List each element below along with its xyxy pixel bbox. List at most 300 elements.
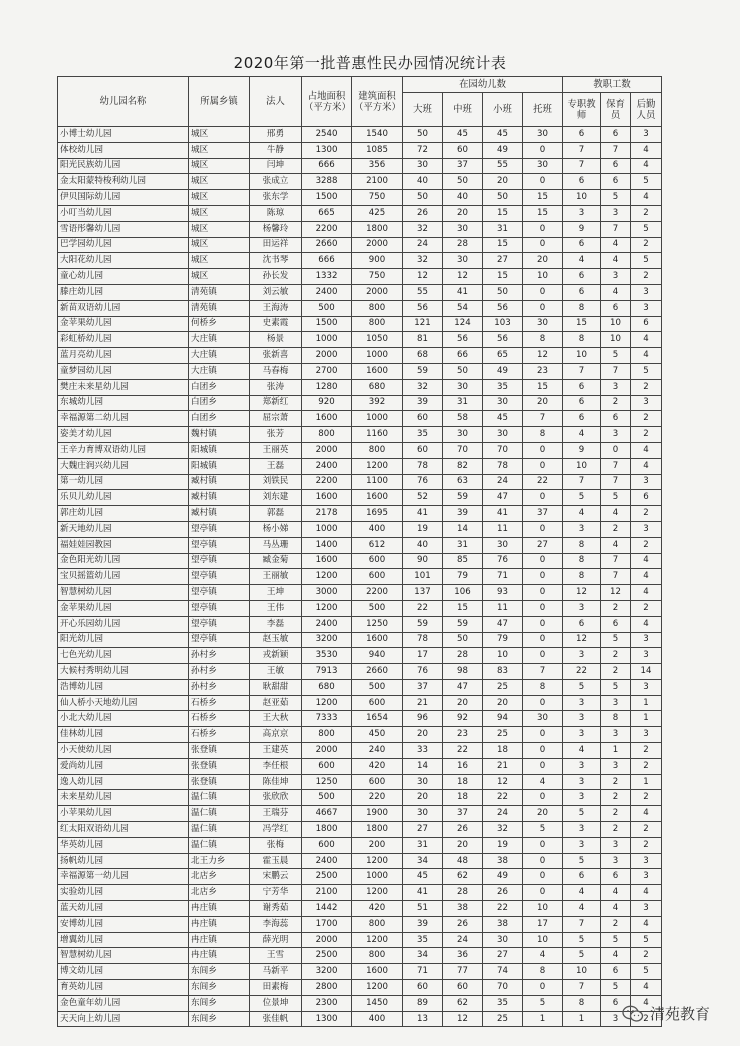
cell-logistics-staff: 3 <box>631 727 662 743</box>
cell-childcare-staff: 4 <box>601 237 631 253</box>
cell-nursery-class: 0 <box>523 490 563 506</box>
cell-small-class: 71 <box>483 569 523 585</box>
cell-legal-person: 张东学 <box>250 190 302 206</box>
cell-childcare-staff: 12 <box>601 585 631 601</box>
cell-childcare-staff: 3 <box>601 853 631 869</box>
cell-big-class: 22 <box>403 600 443 616</box>
cell-name: 佳林幼儿园 <box>58 727 189 743</box>
cell-logistics-staff: 2 <box>631 837 662 853</box>
cell-land-area: 2800 <box>302 980 352 996</box>
cell-childcare-staff: 2 <box>601 664 631 680</box>
cell-logistics-staff: 4 <box>631 348 662 364</box>
cell-full-time-teachers: 8 <box>563 537 601 553</box>
cell-middle-class: 66 <box>443 348 483 364</box>
cell-name: 滕庄幼儿园 <box>58 284 189 300</box>
cell-full-time-teachers: 3 <box>563 711 601 727</box>
cell-big-class: 26 <box>403 205 443 221</box>
cell-middle-class: 18 <box>443 774 483 790</box>
cell-town: 冉庄镇 <box>189 932 250 948</box>
table-row <box>58 980 662 996</box>
cell-land-area: 2000 <box>302 743 352 759</box>
cell-town: 北店乡 <box>189 885 250 901</box>
cell-small-class: 41 <box>483 506 523 522</box>
cell-building-area: 2200 <box>352 585 403 601</box>
cell-small-class: 50 <box>483 190 523 206</box>
cell-big-class: 78 <box>403 458 443 474</box>
cell-middle-class: 26 <box>443 916 483 932</box>
cell-land-area: 1442 <box>302 901 352 917</box>
cell-legal-person: 张佳帆 <box>250 1011 302 1027</box>
cell-full-time-teachers: 4 <box>563 885 601 901</box>
cell-legal-person: 戎新颖 <box>250 648 302 664</box>
cell-full-time-teachers: 15 <box>563 316 601 332</box>
cell-childcare-staff: 7 <box>601 569 631 585</box>
cell-land-area: 2000 <box>302 348 352 364</box>
table-row <box>58 142 662 158</box>
cell-name: 华英幼儿园 <box>58 837 189 853</box>
table-body <box>58 127 662 1027</box>
cell-childcare-staff: 4 <box>601 901 631 917</box>
table-row <box>58 679 662 695</box>
cell-legal-person: 陈琼 <box>250 205 302 221</box>
cell-middle-class: 12 <box>443 1011 483 1027</box>
cell-small-class: 76 <box>483 553 523 569</box>
cell-big-class: 68 <box>403 348 443 364</box>
cell-town: 大庄镇 <box>189 363 250 379</box>
cell-town: 大庄镇 <box>189 332 250 348</box>
cell-nursery-class: 12 <box>523 348 563 364</box>
cell-name: 安博幼儿园 <box>58 916 189 932</box>
cell-small-class: 22 <box>483 790 523 806</box>
cell-name: 大阳花幼儿园 <box>58 253 189 269</box>
header-middle-class: 中班 <box>443 93 483 127</box>
cell-big-class: 101 <box>403 569 443 585</box>
cell-full-time-teachers: 8 <box>563 332 601 348</box>
cell-town: 清苑镇 <box>189 300 250 316</box>
cell-name: 七色光幼儿园 <box>58 648 189 664</box>
cell-small-class: 50 <box>483 284 523 300</box>
cell-logistics-staff: 3 <box>631 853 662 869</box>
table-row <box>58 648 662 664</box>
cell-full-time-teachers: 6 <box>563 269 601 285</box>
cell-logistics-staff: 2 <box>631 790 662 806</box>
cell-big-class: 59 <box>403 363 443 379</box>
cell-big-class: 51 <box>403 901 443 917</box>
cell-nursery-class: 0 <box>523 743 563 759</box>
cell-logistics-staff: 2 <box>631 537 662 553</box>
cell-middle-class: 30 <box>443 253 483 269</box>
table-row <box>58 427 662 443</box>
cell-building-area: 1200 <box>352 458 403 474</box>
cell-middle-class: 58 <box>443 411 483 427</box>
cell-building-area: 400 <box>352 521 403 537</box>
cell-building-area: 1450 <box>352 995 403 1011</box>
cell-land-area: 3288 <box>302 174 352 190</box>
cell-full-time-teachers: 10 <box>563 458 601 474</box>
cell-childcare-staff: 2 <box>601 395 631 411</box>
table-row <box>58 190 662 206</box>
cell-name: 王辛力育博双语幼儿园 <box>58 442 189 458</box>
cell-legal-person: 刘铁民 <box>250 474 302 490</box>
cell-childcare-staff: 6 <box>601 158 631 174</box>
cell-name: 阳光幼儿园 <box>58 632 189 648</box>
cell-childcare-staff: 3 <box>601 427 631 443</box>
cell-full-time-teachers: 6 <box>563 616 601 632</box>
cell-town: 望亭镇 <box>189 537 250 553</box>
cell-middle-class: 62 <box>443 995 483 1011</box>
cell-land-area: 1500 <box>302 190 352 206</box>
cell-full-time-teachers: 10 <box>563 964 601 980</box>
cell-small-class: 19 <box>483 837 523 853</box>
cell-land-area: 2500 <box>302 869 352 885</box>
cell-big-class: 24 <box>403 237 443 253</box>
cell-logistics-staff: 4 <box>631 585 662 601</box>
cell-logistics-staff: 2 <box>631 205 662 221</box>
cell-childcare-staff: 7 <box>601 458 631 474</box>
cell-town: 城区 <box>189 205 250 221</box>
cell-building-area: 1000 <box>352 348 403 364</box>
cell-town: 望亭镇 <box>189 585 250 601</box>
cell-logistics-staff: 2 <box>631 411 662 427</box>
cell-small-class: 56 <box>483 332 523 348</box>
cell-childcare-staff: 4 <box>601 537 631 553</box>
cell-childcare-staff: 2 <box>601 916 631 932</box>
cell-small-class: 65 <box>483 348 523 364</box>
cell-building-area: 1000 <box>352 411 403 427</box>
cell-nursery-class: 20 <box>523 806 563 822</box>
cell-childcare-staff: 1 <box>601 743 631 759</box>
cell-town: 城区 <box>189 253 250 269</box>
cell-legal-person: 屈宗萧 <box>250 411 302 427</box>
cell-name: 博文幼儿园 <box>58 964 189 980</box>
table-row <box>58 837 662 853</box>
table-row <box>58 269 662 285</box>
table-row <box>58 743 662 759</box>
cell-middle-class: 37 <box>443 158 483 174</box>
cell-legal-person: 冯学红 <box>250 822 302 838</box>
cell-small-class: 70 <box>483 980 523 996</box>
cell-small-class: 30 <box>483 537 523 553</box>
cell-middle-class: 20 <box>443 837 483 853</box>
cell-legal-person: 郭磊 <box>250 506 302 522</box>
cell-big-class: 50 <box>403 127 443 143</box>
cell-name: 东城幼儿园 <box>58 395 189 411</box>
cell-name: 第一幼儿园 <box>58 474 189 490</box>
cell-small-class: 47 <box>483 490 523 506</box>
cell-small-class: 45 <box>483 127 523 143</box>
cell-logistics-staff: 4 <box>631 190 662 206</box>
cell-small-class: 83 <box>483 664 523 680</box>
table-row <box>58 711 662 727</box>
cell-legal-person: 沈书琴 <box>250 253 302 269</box>
cell-town: 城区 <box>189 142 250 158</box>
cell-middle-class: 59 <box>443 616 483 632</box>
table-row <box>58 537 662 553</box>
cell-big-class: 30 <box>403 806 443 822</box>
cell-big-class: 56 <box>403 300 443 316</box>
table-row <box>58 853 662 869</box>
cell-small-class: 15 <box>483 269 523 285</box>
table-row <box>58 553 662 569</box>
cell-childcare-staff: 2 <box>601 600 631 616</box>
cell-logistics-staff: 4 <box>631 158 662 174</box>
table-row <box>58 284 662 300</box>
cell-logistics-staff: 3 <box>631 284 662 300</box>
cell-legal-person: 霍玉晨 <box>250 853 302 869</box>
cell-name: 金色童年幼儿园 <box>58 995 189 1011</box>
cell-full-time-teachers: 4 <box>563 427 601 443</box>
cell-childcare-staff: 4 <box>601 948 631 964</box>
cell-middle-class: 18 <box>443 790 483 806</box>
cell-town: 魏村镇 <box>189 427 250 443</box>
cell-big-class: 59 <box>403 616 443 632</box>
cell-big-class: 27 <box>403 822 443 838</box>
cell-logistics-staff: 2 <box>631 600 662 616</box>
cell-full-time-teachers: 22 <box>563 664 601 680</box>
cell-small-class: 49 <box>483 363 523 379</box>
cell-building-area: 2660 <box>352 664 403 680</box>
cell-building-area: 1250 <box>352 616 403 632</box>
cell-town: 冉庄镇 <box>189 901 250 917</box>
cell-middle-class: 16 <box>443 758 483 774</box>
cell-middle-class: 31 <box>443 537 483 553</box>
cell-building-area: 612 <box>352 537 403 553</box>
cell-big-class: 40 <box>403 537 443 553</box>
cell-name: 浩博幼儿园 <box>58 679 189 695</box>
cell-small-class: 21 <box>483 758 523 774</box>
cell-logistics-staff: 4 <box>631 458 662 474</box>
cell-small-class: 32 <box>483 822 523 838</box>
cell-name: 金苹果幼儿园 <box>58 600 189 616</box>
cell-name: 增翼幼儿园 <box>58 932 189 948</box>
cell-name: 福娃娃园教园 <box>58 537 189 553</box>
cell-building-area: 800 <box>352 916 403 932</box>
cell-full-time-teachers: 3 <box>563 837 601 853</box>
cell-childcare-staff: 4 <box>601 253 631 269</box>
cell-land-area: 3200 <box>302 964 352 980</box>
cell-name: 金苹果幼儿园 <box>58 316 189 332</box>
cell-full-time-teachers: 7 <box>563 474 601 490</box>
cell-middle-class: 62 <box>443 869 483 885</box>
cell-childcare-staff: 3 <box>601 205 631 221</box>
cell-logistics-staff: 3 <box>631 648 662 664</box>
cell-childcare-staff: 6 <box>601 869 631 885</box>
cell-big-class: 89 <box>403 995 443 1011</box>
cell-small-class: 15 <box>483 205 523 221</box>
cell-childcare-staff: 2 <box>601 806 631 822</box>
cell-town: 孙村乡 <box>189 664 250 680</box>
cell-land-area: 1600 <box>302 490 352 506</box>
cell-name: 宝贝摇篮幼儿园 <box>58 569 189 585</box>
cell-land-area: 600 <box>302 758 352 774</box>
cell-land-area: 1250 <box>302 774 352 790</box>
table-row <box>58 585 662 601</box>
cell-full-time-teachers: 3 <box>563 822 601 838</box>
cell-nursery-class: 30 <box>523 711 563 727</box>
cell-small-class: 12 <box>483 774 523 790</box>
cell-logistics-staff: 3 <box>631 679 662 695</box>
cell-name: 大候村秀明幼儿园 <box>58 664 189 680</box>
cell-name: 小叮当幼儿园 <box>58 205 189 221</box>
cell-big-class: 60 <box>403 442 443 458</box>
cell-name: 蓝月亮幼儿园 <box>58 348 189 364</box>
cell-full-time-teachers: 3 <box>563 521 601 537</box>
cell-land-area: 920 <box>302 395 352 411</box>
cell-small-class: 10 <box>483 648 523 664</box>
cell-big-class: 20 <box>403 727 443 743</box>
cell-town: 张登镇 <box>189 743 250 759</box>
cell-land-area: 1280 <box>302 379 352 395</box>
cell-nursery-class: 0 <box>523 853 563 869</box>
cell-town: 臧村镇 <box>189 490 250 506</box>
cell-legal-person: 宁芳华 <box>250 885 302 901</box>
cell-nursery-class: 0 <box>523 585 563 601</box>
cell-big-class: 60 <box>403 980 443 996</box>
cell-legal-person: 王坤 <box>250 585 302 601</box>
cell-building-area: 420 <box>352 901 403 917</box>
cell-building-area: 420 <box>352 758 403 774</box>
cell-middle-class: 30 <box>443 221 483 237</box>
cell-town: 城区 <box>189 127 250 143</box>
cell-logistics-staff: 2 <box>631 379 662 395</box>
cell-middle-class: 20 <box>443 695 483 711</box>
cell-big-class: 41 <box>403 885 443 901</box>
cell-childcare-staff: 4 <box>601 284 631 300</box>
cell-building-area: 600 <box>352 774 403 790</box>
header-legal-person: 法人 <box>250 77 302 127</box>
cell-full-time-teachers: 6 <box>563 237 601 253</box>
cell-name: 金色阳光幼儿园 <box>58 553 189 569</box>
table-row <box>58 806 662 822</box>
cell-town: 北店乡 <box>189 869 250 885</box>
cell-logistics-staff: 6 <box>631 316 662 332</box>
cell-name: 开心乐园幼儿园 <box>58 616 189 632</box>
cell-land-area: 2100 <box>302 885 352 901</box>
cell-legal-person: 陈佳坤 <box>250 774 302 790</box>
cell-big-class: 30 <box>403 158 443 174</box>
cell-town: 冉庄镇 <box>189 916 250 932</box>
cell-town: 望亭镇 <box>189 521 250 537</box>
cell-full-time-teachers: 4 <box>563 253 601 269</box>
table-row <box>58 569 662 585</box>
cell-childcare-staff: 8 <box>601 711 631 727</box>
cell-land-area: 1200 <box>302 600 352 616</box>
cell-building-area: 356 <box>352 158 403 174</box>
cell-middle-class: 39 <box>443 506 483 522</box>
cell-building-area: 1050 <box>352 332 403 348</box>
cell-land-area: 2400 <box>302 458 352 474</box>
cell-name: 童心幼儿园 <box>58 269 189 285</box>
cell-town: 东闾乡 <box>189 964 250 980</box>
cell-nursery-class: 8 <box>523 427 563 443</box>
cell-land-area: 1600 <box>302 553 352 569</box>
cell-big-class: 37 <box>403 679 443 695</box>
cell-big-class: 33 <box>403 743 443 759</box>
cell-name: 大魏庄润兴幼儿园 <box>58 458 189 474</box>
cell-name: 小博士幼儿园 <box>58 127 189 143</box>
cell-small-class: 30 <box>483 427 523 443</box>
header-kindergarten-name: 幼儿园名称 <box>58 77 189 127</box>
cell-legal-person: 宋鹏云 <box>250 869 302 885</box>
cell-building-area: 1160 <box>352 427 403 443</box>
cell-logistics-staff: 2 <box>631 743 662 759</box>
cell-building-area: 800 <box>352 948 403 964</box>
cell-nursery-class: 0 <box>523 142 563 158</box>
cell-childcare-staff: 10 <box>601 332 631 348</box>
cell-full-time-teachers: 3 <box>563 600 601 616</box>
cell-town: 张登镇 <box>189 758 250 774</box>
cell-childcare-staff: 6 <box>601 411 631 427</box>
table-row <box>58 363 662 379</box>
cell-town: 阳城镇 <box>189 458 250 474</box>
cell-nursery-class: 23 <box>523 363 563 379</box>
cell-logistics-staff: 4 <box>631 142 662 158</box>
table-row <box>58 395 662 411</box>
table-row <box>58 869 662 885</box>
cell-land-area: 1500 <box>302 316 352 332</box>
cell-nursery-class: 0 <box>523 837 563 853</box>
cell-land-area: 665 <box>302 205 352 221</box>
cell-nursery-class: 0 <box>523 237 563 253</box>
cell-name: 新苗双语幼儿园 <box>58 300 189 316</box>
cell-small-class: 30 <box>483 395 523 411</box>
cell-childcare-staff: 3 <box>601 837 631 853</box>
cell-name: 实验幼儿园 <box>58 885 189 901</box>
cell-building-area: 1695 <box>352 506 403 522</box>
cell-town: 白团乡 <box>189 379 250 395</box>
cell-town: 阳城镇 <box>189 442 250 458</box>
cell-land-area: 1300 <box>302 1011 352 1027</box>
cell-middle-class: 38 <box>443 901 483 917</box>
table-row <box>58 474 662 490</box>
cell-full-time-teachers: 9 <box>563 442 601 458</box>
cell-town: 城区 <box>189 190 250 206</box>
cell-childcare-staff: 7 <box>601 363 631 379</box>
cell-full-time-teachers: 5 <box>563 806 601 822</box>
cell-building-area: 800 <box>352 442 403 458</box>
cell-legal-person: 田素梅 <box>250 980 302 996</box>
cell-building-area: 1800 <box>352 221 403 237</box>
cell-logistics-staff: 4 <box>631 569 662 585</box>
cell-land-area: 7913 <box>302 664 352 680</box>
cell-childcare-staff: 3 <box>601 269 631 285</box>
table-row <box>58 205 662 221</box>
cell-nursery-class: 22 <box>523 474 563 490</box>
cell-building-area: 940 <box>352 648 403 664</box>
cell-big-class: 81 <box>403 332 443 348</box>
cell-land-area: 2540 <box>302 127 352 143</box>
cell-middle-class: 28 <box>443 237 483 253</box>
table-row <box>58 237 662 253</box>
cell-big-class: 78 <box>403 632 443 648</box>
cell-logistics-staff: 4 <box>631 995 662 1011</box>
table-row <box>58 758 662 774</box>
table-row <box>58 948 662 964</box>
cell-full-time-teachers: 3 <box>563 790 601 806</box>
cell-big-class: 32 <box>403 221 443 237</box>
cell-land-area: 1800 <box>302 822 352 838</box>
cell-small-class: 79 <box>483 632 523 648</box>
cell-logistics-staff: 3 <box>631 869 662 885</box>
cell-full-time-teachers: 7 <box>563 142 601 158</box>
cell-name: 育英幼儿园 <box>58 980 189 996</box>
cell-name: 彩虹桥幼儿园 <box>58 332 189 348</box>
cell-building-area: 200 <box>352 837 403 853</box>
cell-small-class: 56 <box>483 300 523 316</box>
cell-legal-person: 谢秀茹 <box>250 901 302 917</box>
cell-legal-person: 王丽英 <box>250 442 302 458</box>
cell-town: 石桥乡 <box>189 711 250 727</box>
